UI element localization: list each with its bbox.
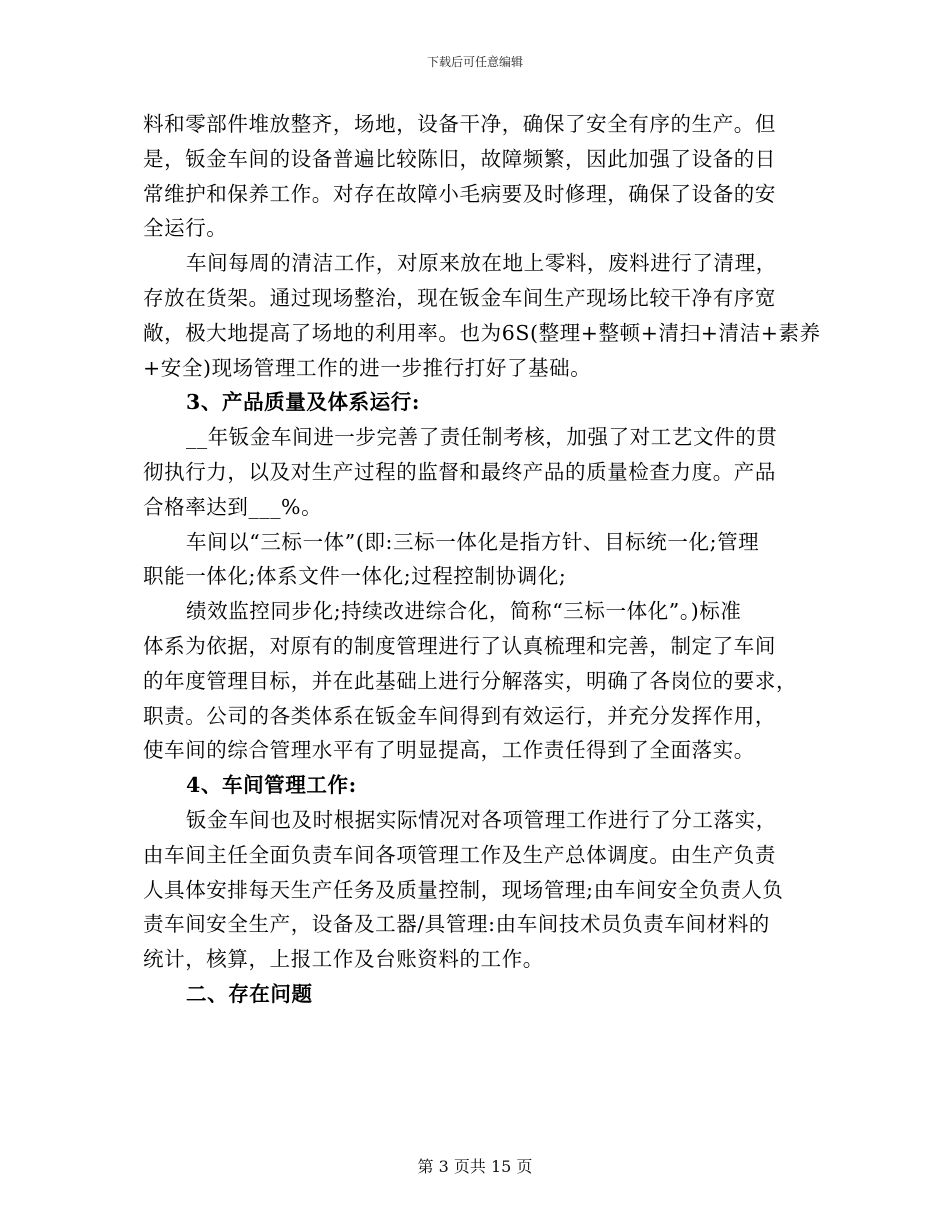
body-line: 统计，核算，上报工作及台账资料的工作。 xyxy=(143,947,544,972)
body-line: 常维护和保养工作。对存在故障小毛病要及时修理，确保了设备的安 xyxy=(143,181,776,206)
body-line: 绩效监控同步化;持续改进综合化，简称“三标一体化”。)标准 xyxy=(186,599,742,624)
body-line: 责车间安全生产，设备及工器/具管理:由车间技术员负责车间材料的 xyxy=(143,912,770,937)
body-line: 存放在货架。通过现场整治，现在钣金车间生产现场比较干净有序宽 xyxy=(143,285,776,310)
body-line: 合格率达到___%。 xyxy=(143,494,323,519)
body-line: 车间每周的清洁工作，对原来放在地上零料，废料进行了清理， xyxy=(186,251,777,276)
body-line: 使车间的综合管理水平有了明显提高，工作责任得到了全面落实。 xyxy=(143,738,755,763)
body-line: 敞，极大地提高了场地的利用率。也为6S(整理+整顿+清扫+清洁+素养 xyxy=(143,320,821,345)
section-heading: 二、存在问题 xyxy=(186,981,313,1006)
page-header: 下载后可任意编辑 xyxy=(426,55,523,69)
body-line: 钣金车间也及时根据实际情况对各项管理工作进行了分工落实， xyxy=(186,807,777,832)
body-line: __年钣金车间进一步完善了责任制考核，加强了对工艺文件的贯 xyxy=(186,425,778,450)
body-line: 体系为依据，对原有的制度管理进行了认真梳理和完善，制定了车间 xyxy=(143,633,776,658)
section-heading: 4、车间管理工作: xyxy=(186,773,357,798)
body-line: 全运行。 xyxy=(143,216,228,241)
body-line: 彻执行力，以及对生产过程的监督和最终产品的质量检查力度。产品 xyxy=(143,459,776,484)
page-footer: 第 3 页共 15 页 xyxy=(417,1157,533,1176)
body-line: 人具体安排每天生产任务及质量控制，现场管理;由车间安全负责人负 xyxy=(143,877,784,902)
document-body xyxy=(143,107,821,1012)
body-line: 职责。公司的各类体系在钣金车间得到有效运行，并充分发挥作用， xyxy=(143,703,776,728)
body-line: 由车间主任全面负责车间各项管理工作及生产总体调度。由生产负责 xyxy=(143,842,776,867)
section-heading: 3、产品质量及体系运行: xyxy=(186,390,421,415)
body-line: 料和零部件堆放整齐，场地，设备干净，确保了安全有序的生产。但 xyxy=(143,112,776,136)
body-line: 的年度管理目标，并在此基础上进行分解落实，明确了各岗位的要求， xyxy=(143,668,798,693)
body-line: 职能一体化;体系文件一体化;过程控制协调化; xyxy=(143,564,567,589)
body-line: 车间以“三标一体”(即:三标一体化是指方针、目标统一化;管理 xyxy=(186,529,760,554)
body-line: +安全)现场管理工作的进一步推行打好了基础。 xyxy=(143,355,592,380)
body-line: 是，钣金车间的设备普遍比较陈旧，故障频繁，因此加强了设备的日 xyxy=(143,146,776,171)
